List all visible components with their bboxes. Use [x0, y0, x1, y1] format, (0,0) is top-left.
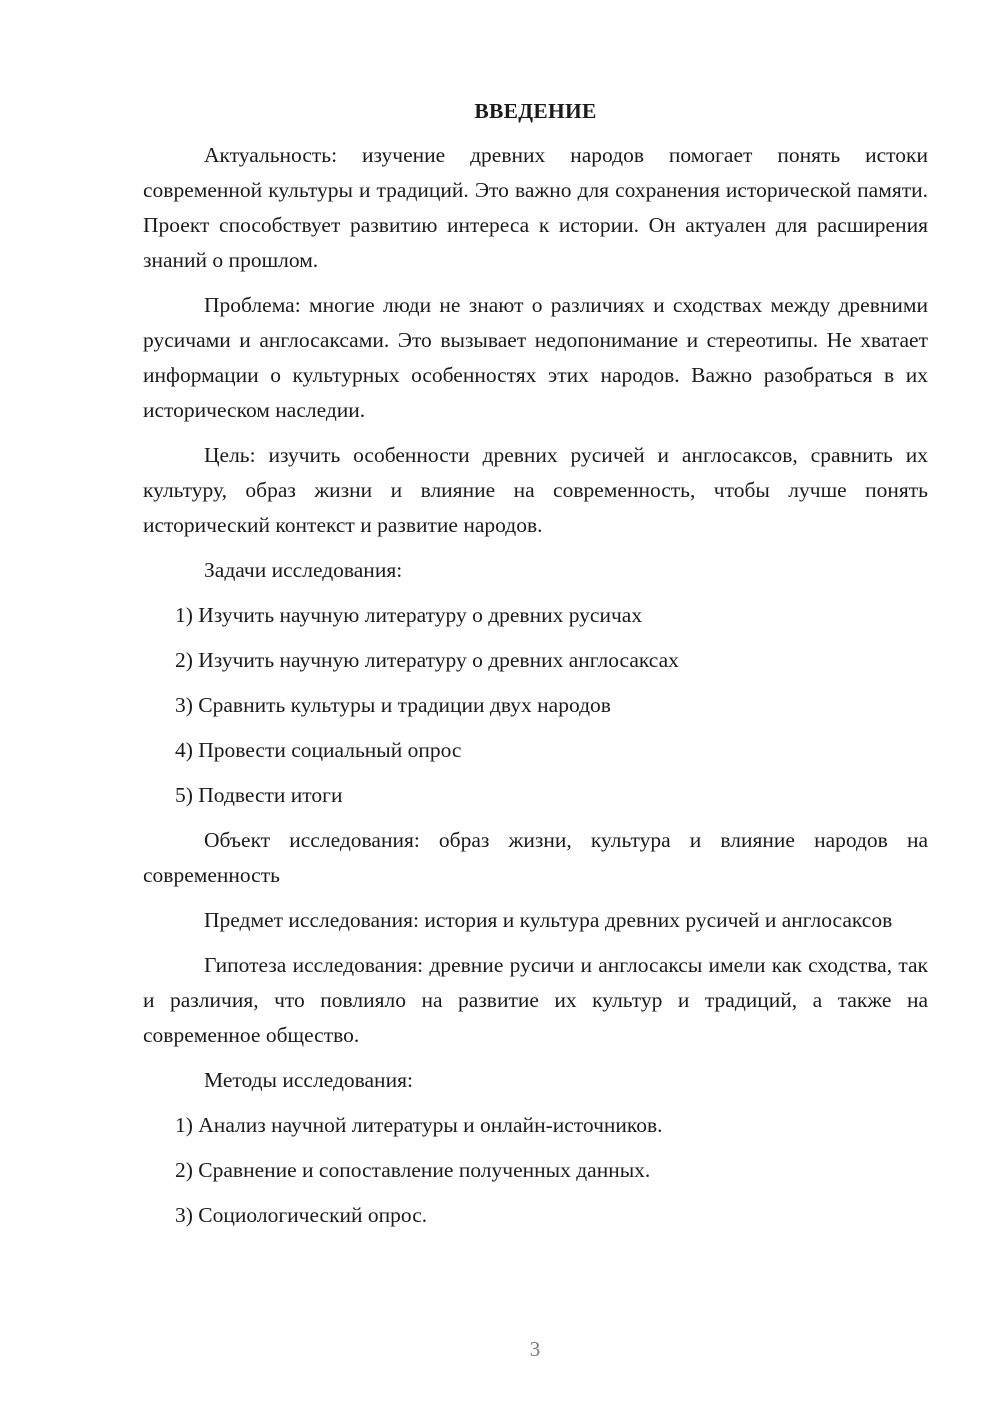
- task-item: 4) Провести социальный опрос: [175, 738, 462, 762]
- page-content: [143, 96, 928, 1243]
- method-item: 2) Сравнение и сопоставление полученных данных.: [175, 1158, 651, 1182]
- paragraph-subject: Предмет исследования: история и культура древних русичей и англосаксов: [204, 908, 893, 932]
- methods-heading: Методы исследования:: [204, 1068, 413, 1092]
- paragraph-hypothesis: Гипотеза исследования: древние русичи и англосаксы имели как сходства, так и различия, что повлияло на развитие их культур и традиций, а также на современное общество.: [143, 953, 928, 1047]
- task-item: 2) Изучить научную литературу о древних англосаксах: [175, 648, 679, 672]
- method-item: 1) Анализ научной литературы и онлайн-источников.: [175, 1113, 663, 1137]
- paragraph-object: Объект исследования: образ жизни, культура и влияние народов на современность: [143, 828, 928, 887]
- method-item: 3) Социологический опрос.: [175, 1203, 428, 1227]
- paragraph-goal: Цель: изучить особенности древних русичей и англосаксов, сравнить их культуру, образ жизни и влияние на современность, чтобы лучше понять исторический контекст и развитие народов.: [143, 443, 928, 537]
- task-item: 3) Сравнить культуры и традиции двух народов: [175, 693, 611, 717]
- page-number: 3: [529, 1337, 541, 1361]
- paragraph-problem: Проблема: многие люди не знают о различиях и сходствах между древними русичами и англосаксами. Это вызывает недопонимание и стереотипы. Не хватает информации о культурных особенностях этих народов. Важно разобраться в их историческом наследии.: [143, 293, 928, 422]
- page-title: ВВЕДЕНИЕ: [474, 99, 597, 123]
- paragraph-relevance: Актуальность: изучение древних народов помогает понять истоки современной культуры и традиций. Это важно для сохранения исторической памяти. Проект способствует развитию интереса к истории. Он актуален для расширения знаний о прошлом.: [143, 143, 928, 272]
- task-item: 5) Подвести итоги: [175, 783, 343, 807]
- tasks-heading: Задачи исследования:: [204, 558, 403, 582]
- task-item: 1) Изучить научную литературу о древних русичах: [175, 603, 643, 627]
